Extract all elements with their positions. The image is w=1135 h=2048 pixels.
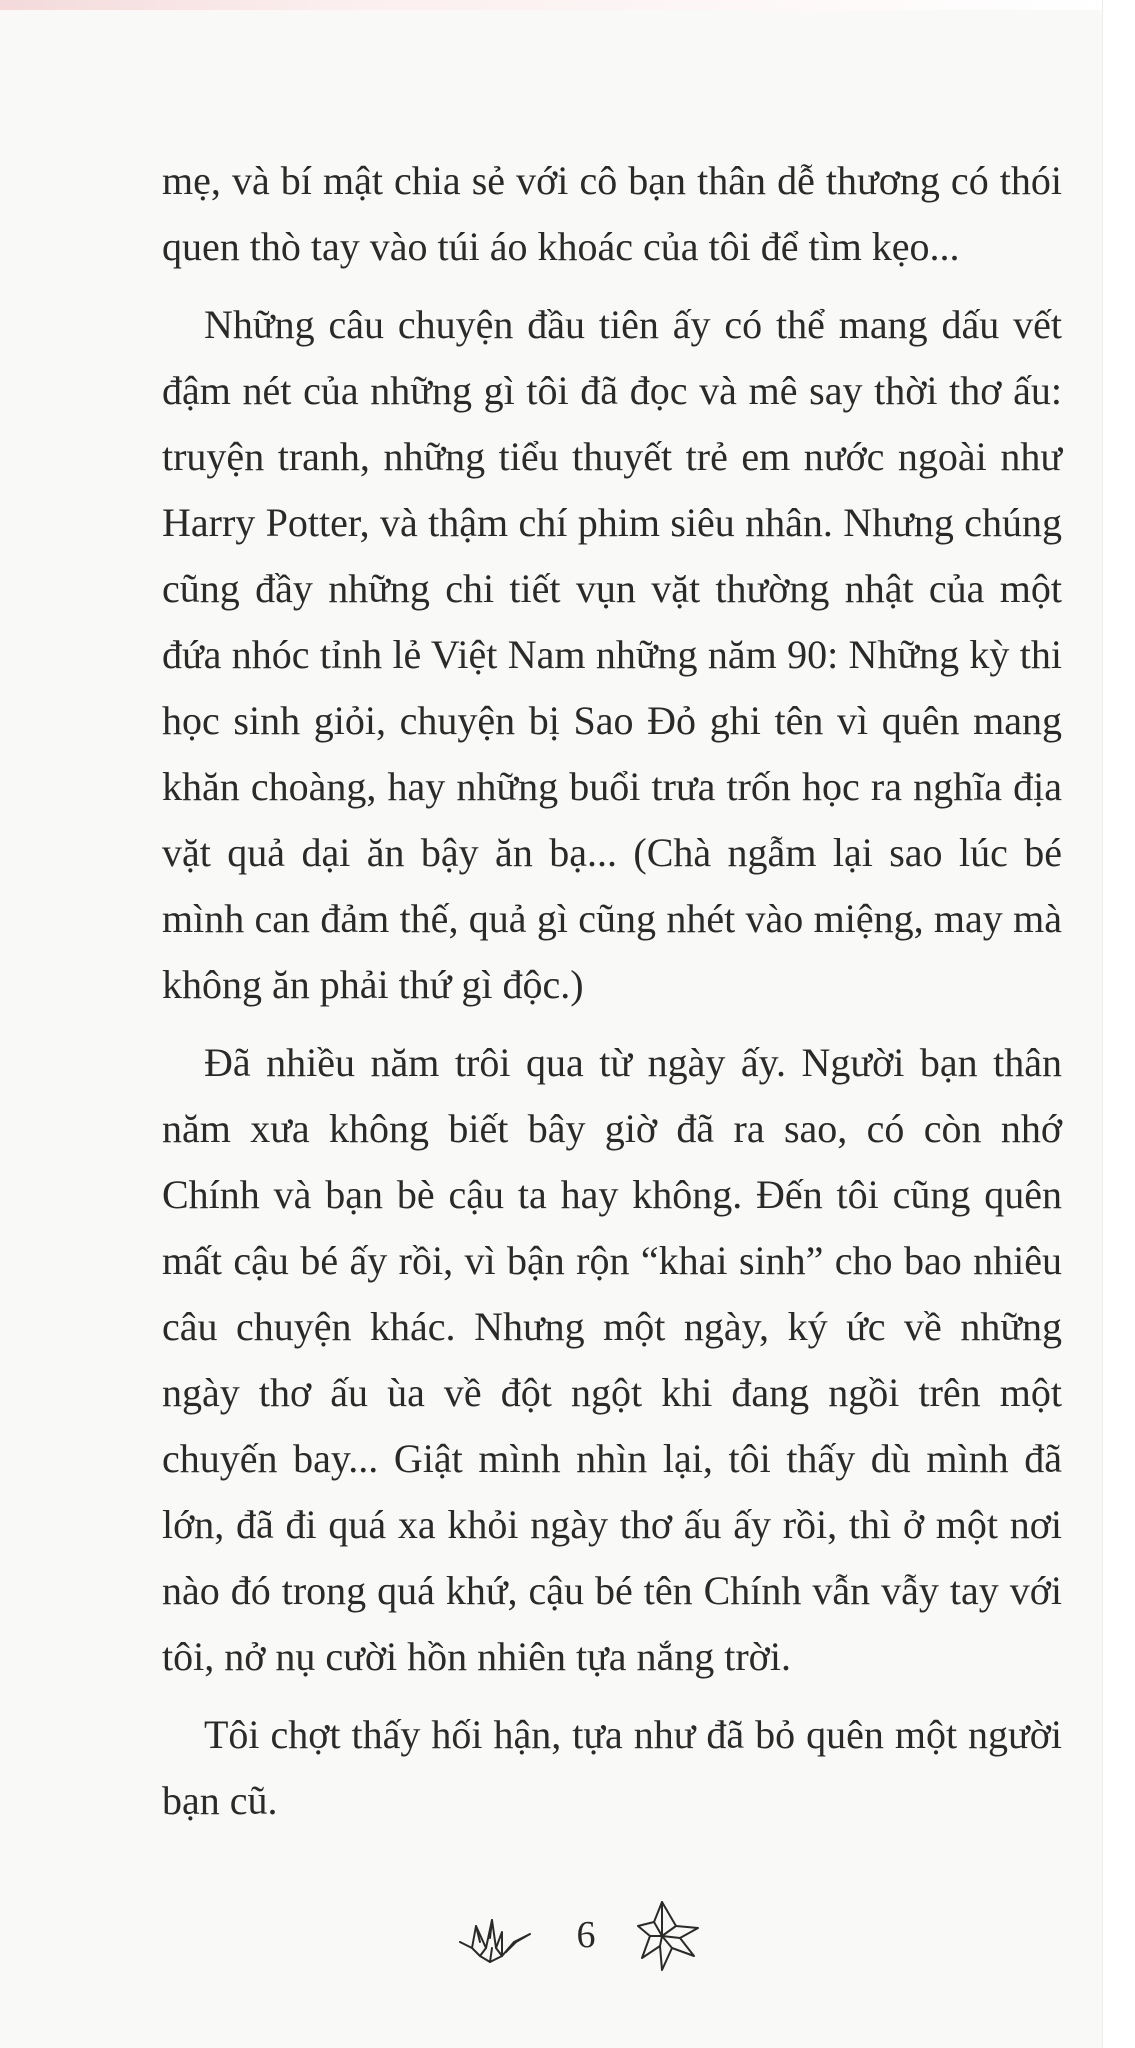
page-top-edge (0, 0, 1102, 10)
paragraph-2: Những câu chuyện đầu tiên ấy có thể mang dấu vết đậm nét của những gì tôi đã đọc và mê say thời thơ ấu: truyện tranh, những tiểu thuyết trẻ em nước ngoài như Harry Potter, và thậm chí phim siêu nhân. Nhưng chúng cũng đầy những chi tiết vụn vặt thường nhật của một đứa nhóc tỉnh lẻ Việt Nam những năm 90: Những kỳ thi học sinh giỏi, chuyện bị Sao Đỏ ghi tên vì quên mang khăn choàng, hay những buổi trưa trốn học ra nghĩa địa vặt quả dại ăn bậy ăn bạ... (Chà ngẫm lại sao lúc bé mình can đảm thế, quả gì cũng nhét vào miệng, may mà không ăn phải thứ gì độc.) (162, 302, 1062, 1007)
paper-crane-icon (632, 1900, 702, 1974)
page-footer (0, 1900, 1102, 1980)
paragraph-4: Tôi chợt thấy hối hận, tựa như đã bỏ quên một người bạn cũ. (162, 1712, 1062, 1823)
page-margin-edge (1102, 0, 1135, 2048)
paragraph-1: mẹ, và bí mật chia sẻ với cô bạn thân dễ thương có thói quen thò tay vào túi áo khoác của tôi để tìm kẹo... (162, 158, 1062, 269)
paper-crane-icon (458, 1912, 532, 1966)
body-text (162, 148, 1062, 1846)
page-number: 6 (576, 1914, 596, 1956)
paragraph-3: Đã nhiều năm trôi qua từ ngày ấy. Người bạn thân năm xưa không biết bây giờ đã ra sao, có còn nhớ Chính và bạn bè cậu ta hay không. Đến tôi cũng quên mất cậu bé ấy rồi, vì bận rộn “khai sinh” cho bao nhiêu câu chuyện khác. Nhưng một ngày, ký ức về những ngày thơ ấu ùa về đột ngột khi đang ngồi trên một chuyến bay... Giật mình nhìn lại, tôi thấy dù mình đã lớn, đã đi quá xa khỏi ngày thơ ấu ấy rồi, thì ở một nơi nào đó trong quá khứ, cậu bé tên Chính vẫn vẫy tay với tôi, nở nụ cười hồn nhiên tựa nắng trời. (162, 1040, 1062, 1679)
